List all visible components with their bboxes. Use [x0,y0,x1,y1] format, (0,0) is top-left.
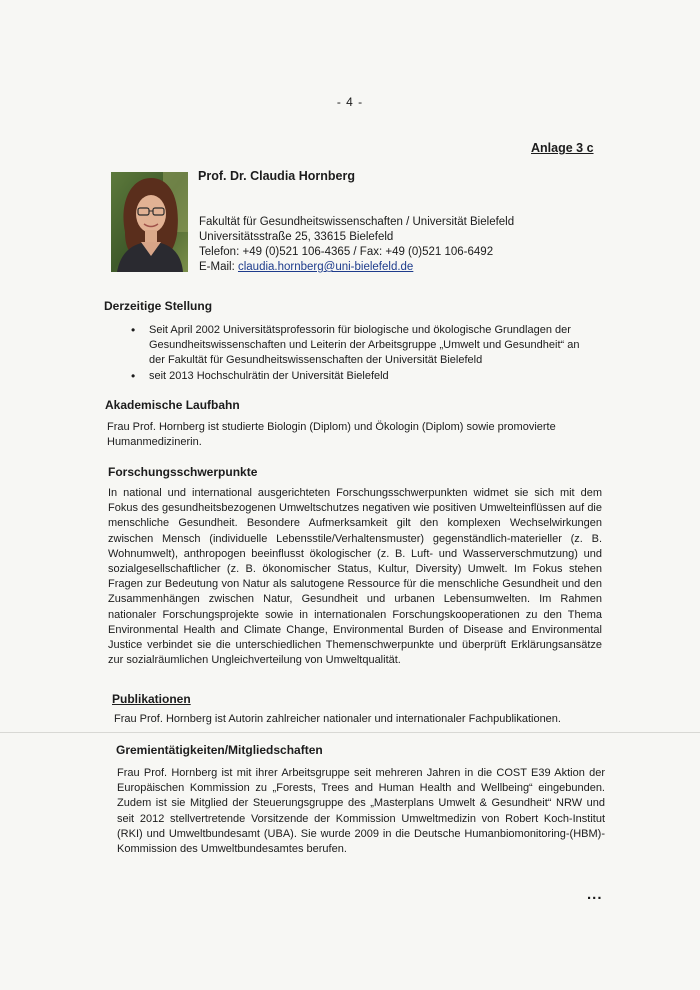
address-line: Universitätsstraße 25, 33615 Bielefeld [199,231,394,243]
current-position-list [122,323,592,384]
page-number: - 4 - [336,95,364,109]
faculty-line: Fakultät für Gesundheitswissenschaften / Universität Bielefeld [199,216,515,228]
contact-block [199,215,514,275]
email-line [199,260,514,275]
email-label: E-Mail: [199,261,238,273]
person-name: Prof. Dr. Claudia Hornberg [198,169,355,183]
email-link[interactable]: claudia.hornberg@uni-bielefeld.de [237,261,414,273]
section-title-publications: Publikationen [112,692,191,706]
portrait-photo [111,172,188,272]
portrait-image-icon [111,172,188,272]
section-title-career: Akademische Laufbahn [105,398,240,412]
section-title-memberships: Gremientätigkeiten/Mitgliedschaften [116,743,323,757]
phone-fax-line: Telefon: +49 (0)521 106-4365 / Fax: +49 (0)521 106-6492 [199,246,494,258]
publications-text: Frau Prof. Hornberg ist Autorin zahlreicher nationaler und internationaler Fachpublikationen. [114,713,561,725]
annex-label: Anlage 3 c [531,141,594,155]
list-item: • Seit April 2002 Universitätsprofessorin für biologische und ökologische Grundlagen der Gesundheitswissenschaften und Leiterin der Arbeitsgruppe „Umwelt und Gesundheit“ an der Fakultät für Gesundheitswissenschaften der Universität Bielefeld [122,323,592,369]
continuation-mark: ... [587,886,603,903]
research-text: In national und international ausgerichteten Forschungsschwerpunkten widmet sie sich mit dem Fokus des gesundheitsbezogenen Umweltschutzes negativen wie positiven Umwelteinflüssen auf die menschliche Gesundheit. Besondere Aufmerksamkeit gilt den komplexen Wechselwirkungen zwischen Mensch (individuelle Lebensstile/Verhaltensmuster) gegenständlich-materieller (z. B. Wohnumwelt), anthropogen beeinflusst ökologischer (z. B. Luft- und Wasserverschmutzung) und sozialgesellschaftlicher (z. B. ökonomischer Status, Kultur, Diversity) Umwelt. Im Fokus stehen Fragen zur Bedeutung von Natur als salutogene Ressource für die menschliche Gesundheit und den Zusammenhängen zwischen Natur, Gesundheit und urbanen Lebensumwelten. Im Rahmen nationaler Forschungsprojekte sowie in internationalen Forschungskooperationen zu den Thema Environmental Health and Climate Change, Environmental Burden of Disease and Environmental Justice verbindet sie die unterschiedlichen Themenschwerpunkte und überprüft Erklärungsansätze zur sozialräumlichen Ungleichverteilung von Umweltqualität. [108,487,602,667]
career-text: Frau Prof. Hornberg ist studierte Biologin (Diplom) und Ökologin (Diplom) sowie promovierte Humanmedizinerin. [107,421,556,449]
section-title-research: Forschungsschwerpunkte [108,465,258,479]
memberships-text: Frau Prof. Hornberg ist mit ihrer Arbeitsgruppe seit mehreren Jahren in die COST E39 Aktion der Europäischen Kommission zu „Forests, Trees and Human Health and Wellbeing“ eingebunden. Zudem ist sie Mitglied der Steuerungsgruppe des „Masterplans Umwelt & Gesundheit“ NRW und seit 2012 stellvertretende Vorsitzende der Kommission Umweltmedizin von Robert Koch-Institut (RKI) und Umweltbundesamt (UBA). Sie wurde 2009 in die Deutsche Humanbiomonitoring-(HBM)- Kommission des Umweltbundesamtes berufen. [117,767,605,856]
section-title-current-position: Derzeitige Stellung [104,299,213,313]
scan-artifact-line [0,732,700,733]
list-item: • seit 2013 Hochschulrätin der Universität Bielefeld [122,369,592,384]
